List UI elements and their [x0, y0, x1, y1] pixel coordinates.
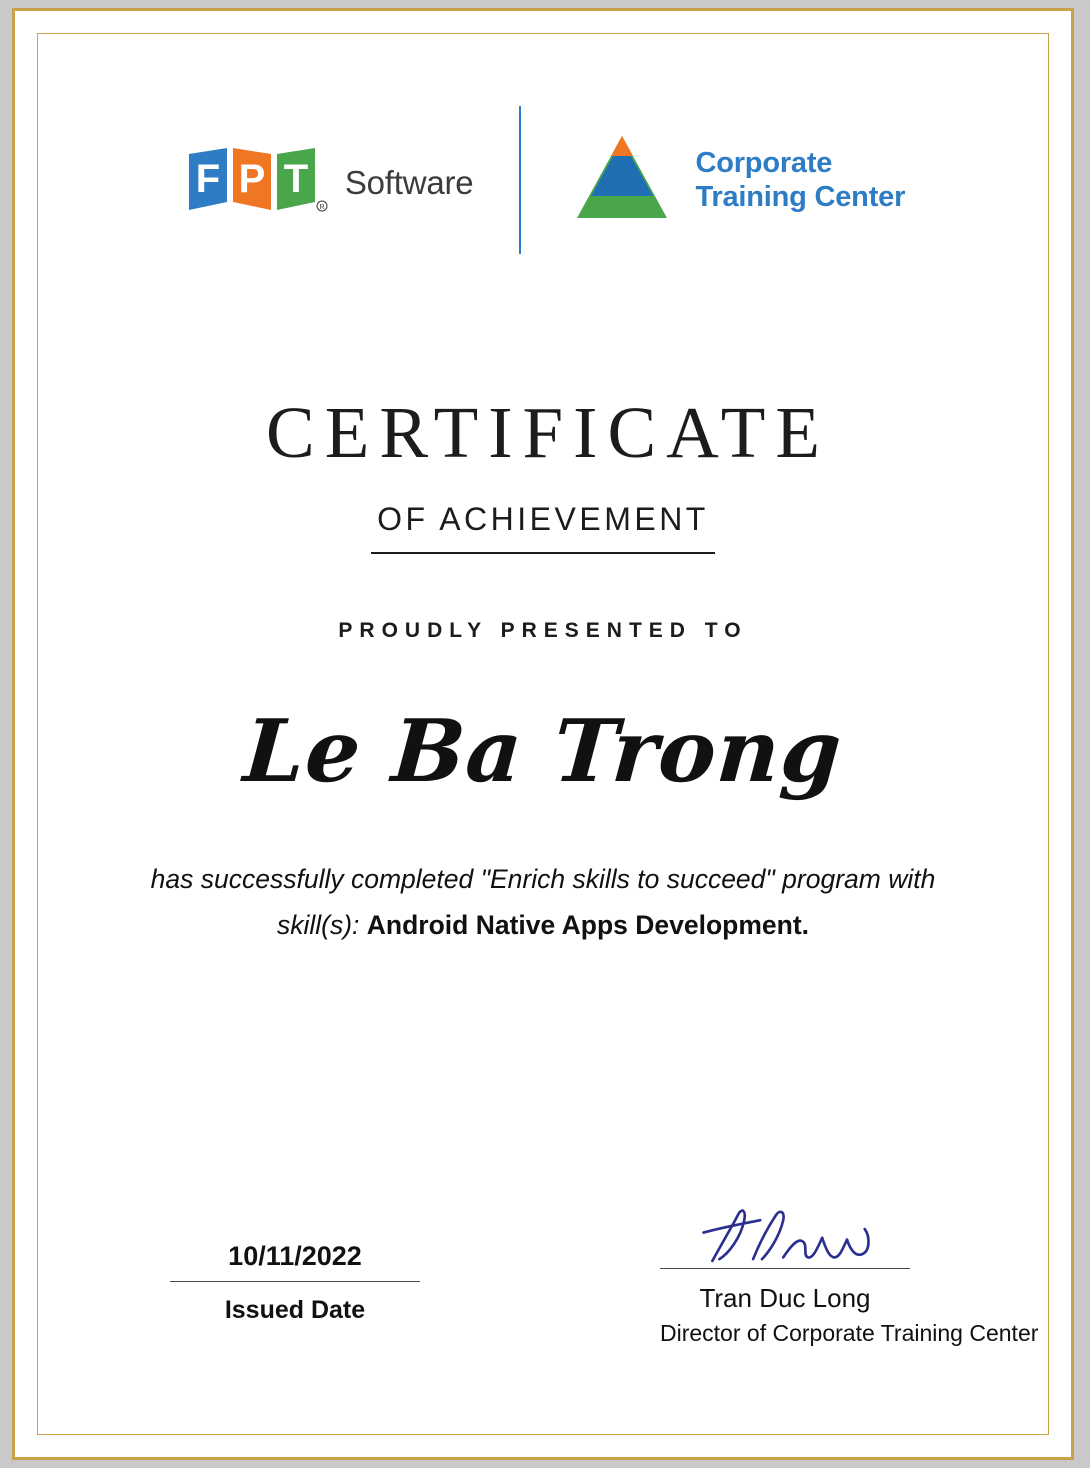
certificate-sheet [12, 8, 1074, 1460]
achievement-description-prefix: has successfully completed "Enrich skills to succeed" program with skill(s): [150, 864, 936, 941]
certificate-header [15, 106, 1071, 254]
issued-date-label: Issued Date [224, 1296, 366, 1324]
signature-block [660, 1206, 1039, 1347]
signer-role: Director of Corporate Training Center [660, 1320, 1039, 1346]
issued-date-block [170, 1241, 420, 1325]
recipient-name: Le Ba Trong [240, 701, 846, 802]
certificate-title: CERTIFICATE [266, 392, 830, 473]
signer-name: Tran Duc Long [699, 1283, 871, 1313]
ctc-line-1: Corporate [695, 146, 833, 179]
certificate-subtitle: OF ACHIEVEMENT [371, 501, 715, 554]
fpt-software-logo-block [181, 140, 474, 220]
ctc-mountain-icon [567, 132, 677, 228]
ctc-line-2: Training Center [695, 181, 906, 213]
ctc-wordmark [695, 146, 905, 214]
svg-text:P: P [238, 157, 266, 201]
presented-to-label: PROUDLY PRESENTED TO [338, 619, 748, 642]
achievement-skill: Android Native Apps Development. [366, 910, 809, 941]
signature-rule [660, 1268, 910, 1269]
svg-text:T: T [283, 157, 309, 201]
header-divider [519, 106, 521, 254]
achievement-description [110, 856, 976, 949]
svg-text:R: R [319, 204, 325, 211]
certificate-subtitle-wrap [15, 501, 1071, 554]
corporate-training-center-logo-block [567, 132, 905, 228]
fpt-logo-icon [181, 140, 331, 220]
signature-icon [660, 1206, 910, 1268]
fpt-software-wordmark: Software [344, 164, 474, 201]
issued-date-value: 10/11/2022 [228, 1241, 362, 1271]
issued-date-rule [170, 1281, 420, 1282]
svg-text:F: F [195, 157, 221, 201]
